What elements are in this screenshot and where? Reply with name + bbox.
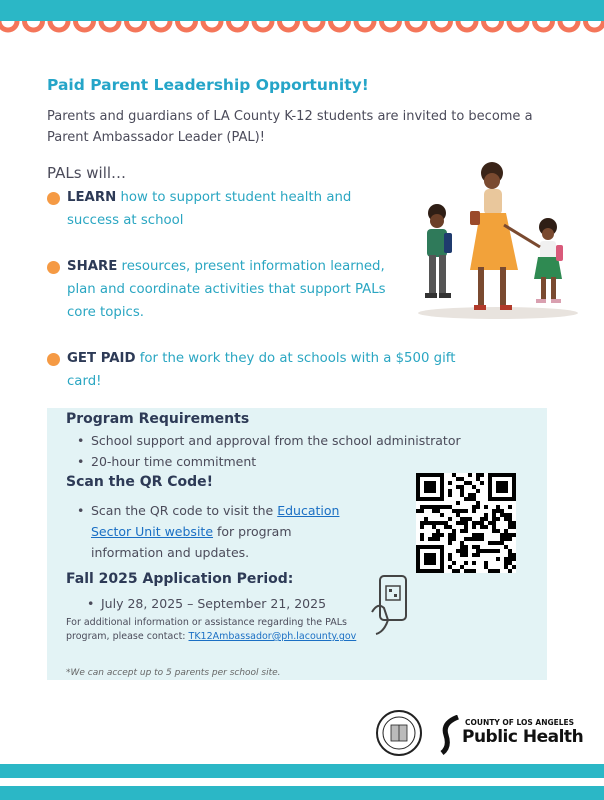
scallop-arc [305,21,323,30]
application-dates: • July 28, 2025 – September 21, 2025 [87,596,327,611]
requirement-item: • 20-hour time commitment [77,454,257,469]
bottom-banner [0,764,604,778]
scallop-arc [76,21,94,30]
contact-text [66,616,376,644]
benefit-text: resources, present information learned, plan and coordinate activities that support PALs core topics. [67,259,386,320]
benefit-share [47,255,387,324]
requirements-heading: Program Requirements [66,411,250,427]
scallop-arc [356,21,374,30]
benefit-keyword: LEARN [67,190,117,205]
benefit-text: for the work they do at schools with a $500 gift card! [67,351,456,389]
benefit-keyword: GET PAID [67,351,136,366]
scallop-arc [0,21,17,30]
scallop-arc [535,21,553,30]
requirement-item: • School support and approval from the school administrator [77,433,461,448]
scallop-arc [331,21,349,30]
benefit-keyword: SHARE [67,259,118,274]
qr-text-before: Scan the QR code to visit the [91,503,278,518]
qr-text-after: for program information and updates. [91,524,292,560]
logo-public-health-text: Public Health [462,727,584,747]
scallop-arc [458,21,476,30]
benefit-learn [47,186,387,232]
scallop-arc [382,21,400,30]
scallop-arc [152,21,170,30]
qr-instruction: • Scan the QR code to visit the Education Sector Unit website for program information and updates. [77,503,340,560]
intro-text: Parents and guardians of LA County K-12 students are invited to become a Parent Ambassador Leader (PAL)! [47,109,533,145]
benefit-text: how to support student health and success at school [67,190,352,228]
requirement-text: School support and approval from the school administrator [91,433,461,448]
logo-county-text: COUNTY OF LOS ANGELES [465,718,575,727]
application-heading: Fall 2025 Application Period: [66,571,294,587]
scallop-arc [407,21,425,30]
la-county-seal [375,709,423,757]
orange-bullet-icon [47,261,60,274]
scallop-arc [280,21,298,30]
page-title: Paid Parent Leadership Opportunity! [47,76,369,94]
scallop-arc [560,21,578,30]
benefit-get-paid [47,347,467,393]
capacity-note: *We can accept up to 5 parents per school site. [66,668,281,678]
scallop-arc [203,21,221,30]
scallop-arc [50,21,68,30]
top-banner [0,0,604,21]
public-health-emblem-icon [438,715,464,755]
scallop-arc [433,21,451,30]
scallop-arc [586,21,604,30]
pals-will-heading: PALs will… [47,164,127,182]
scallop-arc [25,21,43,30]
qr-heading: Scan the QR Code! [66,474,214,490]
family-walking-illustration [408,155,578,325]
scallop-arc [509,21,527,30]
contact-email-link[interactable]: TK12Ambassador@ph.lacounty.gov [188,631,357,642]
dates-text: July 28, 2025 – September 21, 2025 [101,596,327,611]
education-sector-link[interactable]: Education Sector Unit website [91,503,340,539]
qr-code[interactable] [416,473,516,573]
phone-scan-icon [368,572,418,638]
scallop-arc [127,21,145,30]
scallop-arc [101,21,119,30]
orange-bullet-icon [47,192,60,205]
orange-bullet-icon [47,353,60,366]
scallop-arc [484,21,502,30]
scallop-border [0,21,604,33]
scallop-arc [254,21,272,30]
scallop-arc [178,21,196,30]
requirement-text: 20-hour time commitment [91,454,257,469]
bottom-banner-lower [0,786,604,800]
scallop-arc [229,21,247,30]
contact-label: For additional information or assistance regarding the PALs program, please contact: [66,617,347,642]
